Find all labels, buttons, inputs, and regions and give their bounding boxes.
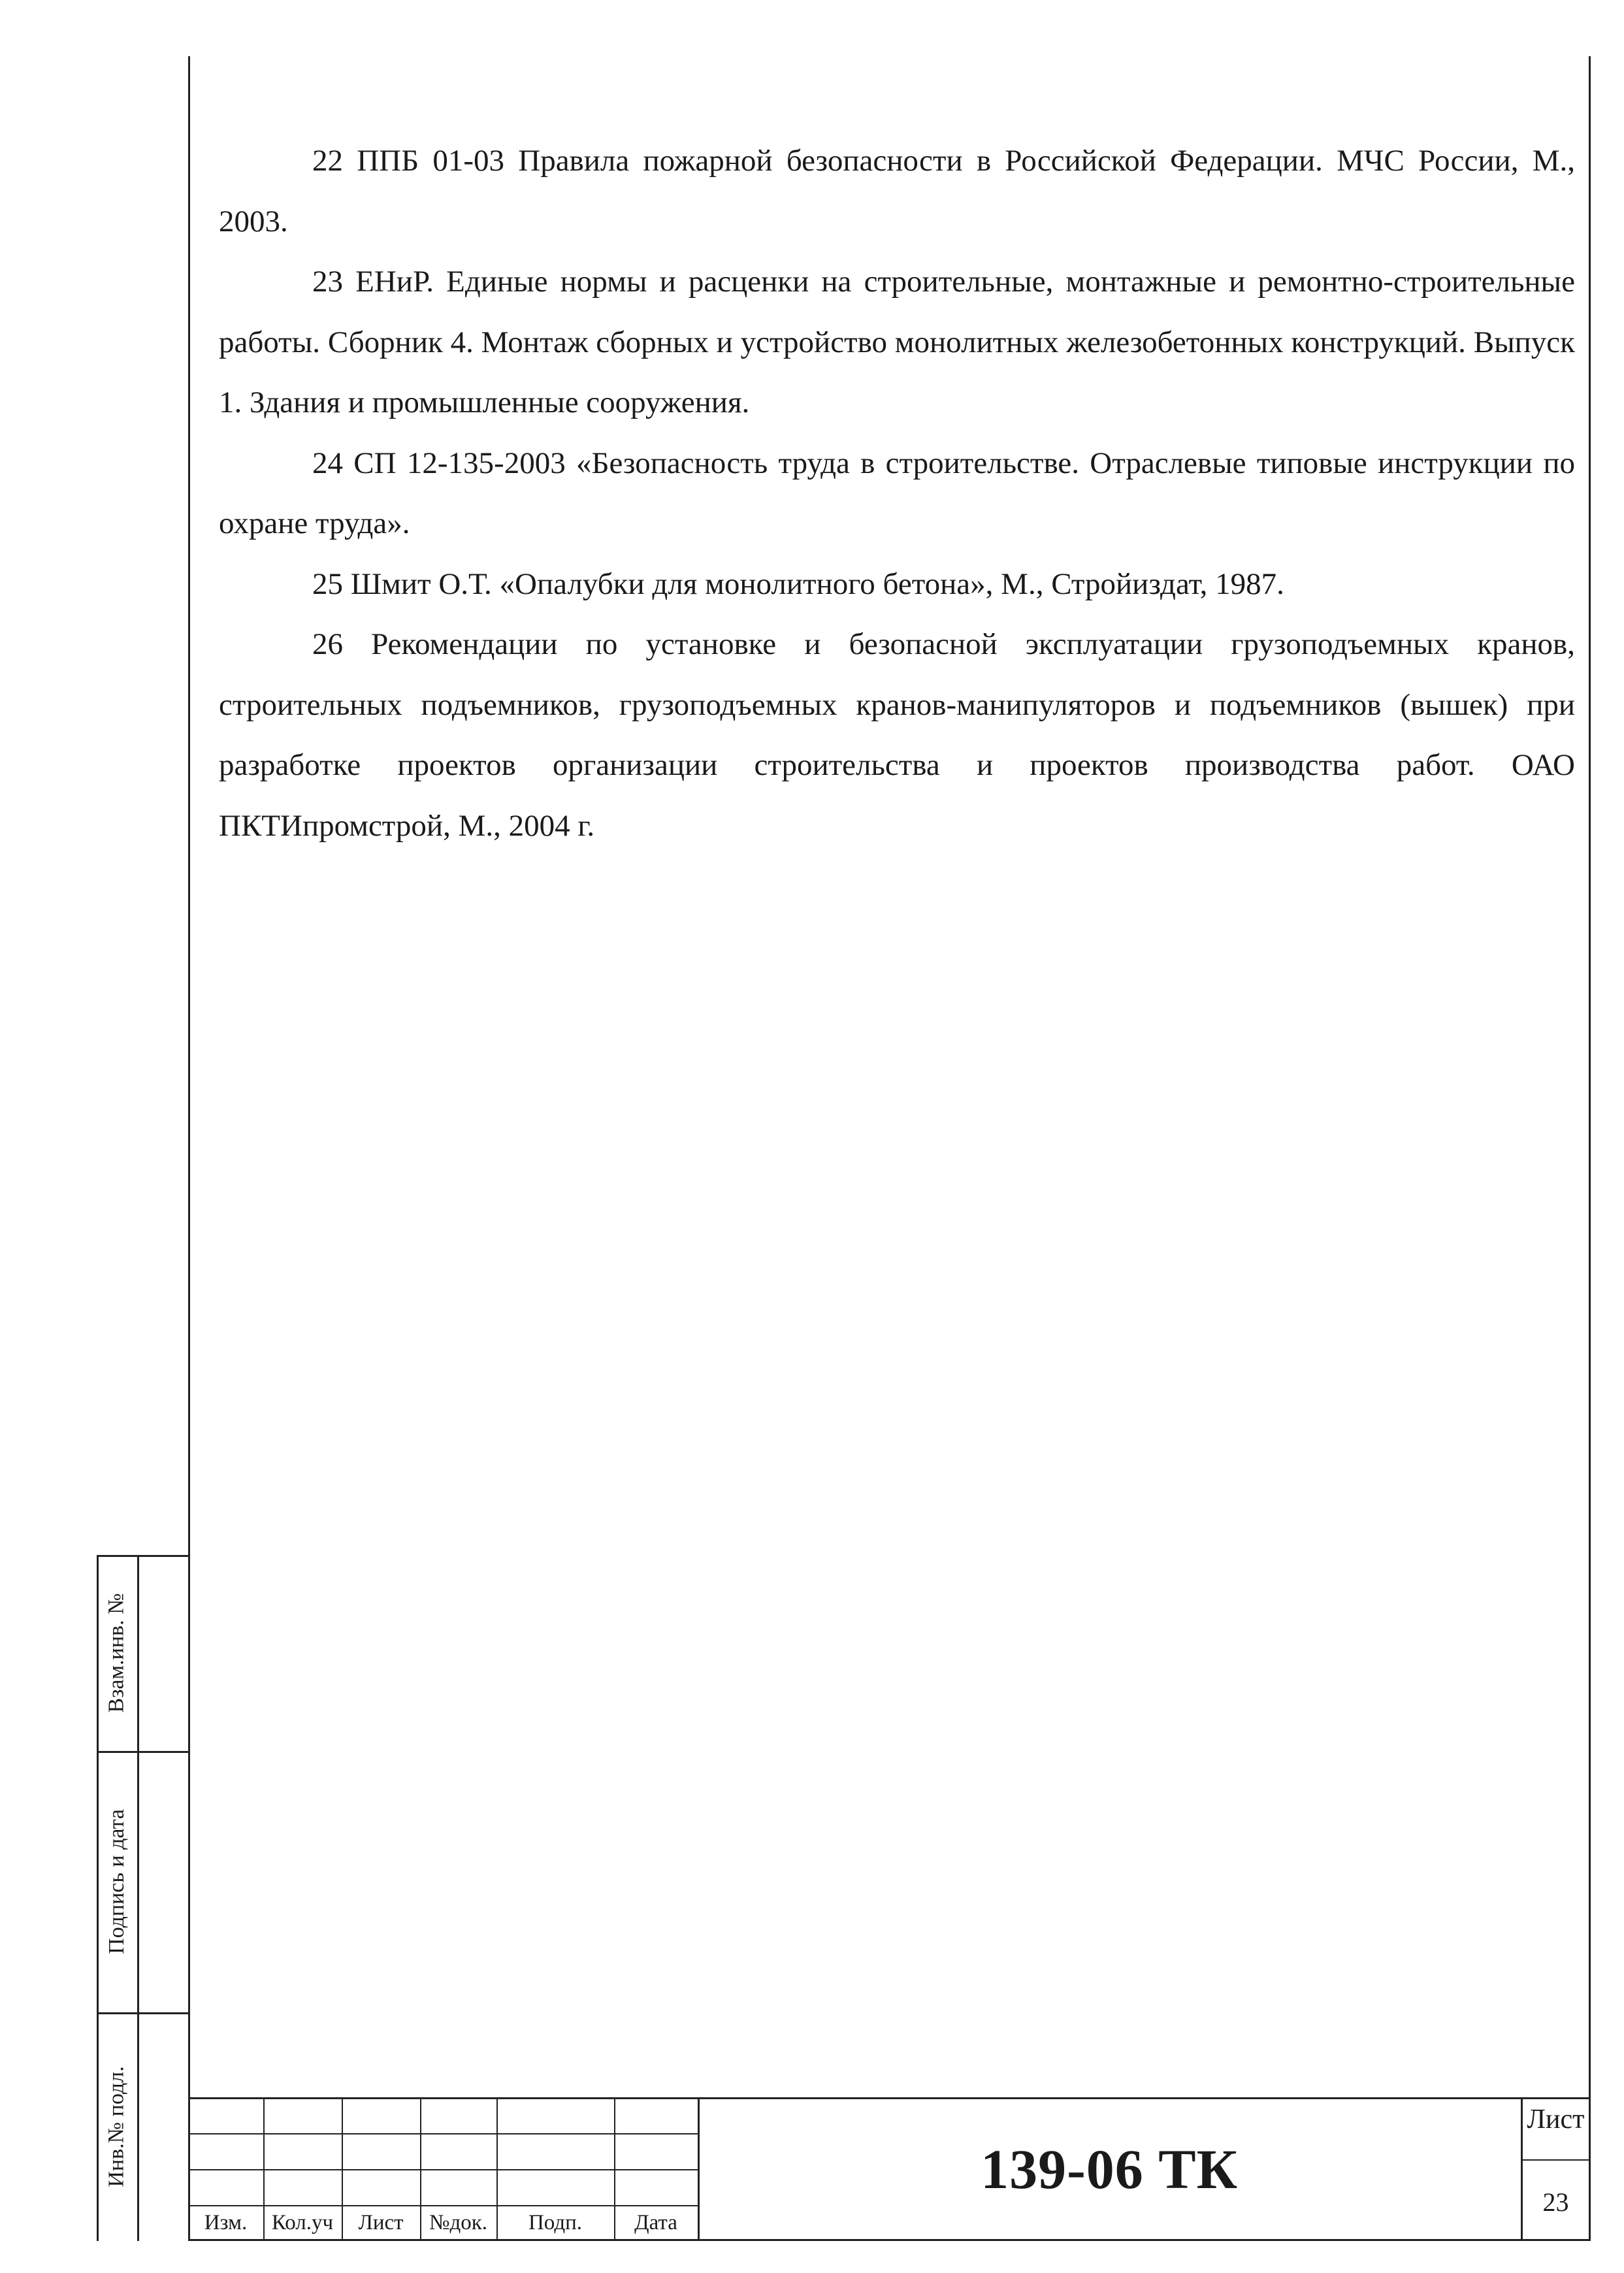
frame-right-border: [1589, 56, 1591, 2241]
frame-left-border: [188, 56, 190, 2241]
title-block-row-line: [188, 2169, 698, 2170]
col-sheet-label: Лист: [358, 2211, 404, 2234]
sheet-label: Лист: [1527, 2104, 1585, 2134]
reference-item: 26 Рекомендации по установке и безопасной эксплуатации грузоподъемных кранов, строительных подъемников, грузоподъемных кранов-манипуляторов и подъемников (вышек) при разработке проектов организации строительства и проектов производства работ. ОАО ПКТИпромстрой, М., 2004 г.: [219, 627, 1575, 843]
side-stamp-inner-line: [137, 1555, 139, 2241]
reference-item: 25 Шмит О.Т. «Опалубки для монолитного бетона», М., Стройиздат, 1987.: [312, 566, 1284, 601]
sheet-cell-divider: [1521, 2159, 1591, 2161]
col-sign-label: Подп.: [528, 2211, 583, 2234]
title-block-row-line: [188, 2133, 698, 2134]
col-doc-label: №док.: [429, 2211, 488, 2234]
reference-item: 24 СП 12-135-2003 «Безопасность труда в строительстве. Отраслевые типовые инструкции по охране труда».: [219, 446, 1575, 540]
col-qty-label: Кол.уч: [271, 2211, 334, 2234]
title-block: [188, 2097, 1591, 2241]
inv-original-label-cell: [97, 2012, 137, 2241]
sign-date-label-cell: [97, 1751, 137, 2012]
col-change-label: Изм.: [204, 2211, 248, 2234]
references-list: [219, 131, 1575, 856]
inv-replace-label: Взам.инв. №: [105, 1593, 129, 1713]
side-stamp: [97, 1555, 188, 2241]
document-code: 139-06 ТК: [981, 2138, 1238, 2200]
sheet-number: 23: [1542, 2187, 1569, 2217]
title-block-row-line: [188, 2205, 698, 2206]
inv-original-label: Инв.№ подл.: [105, 2066, 129, 2187]
col-date-label: Дата: [634, 2211, 677, 2234]
reference-item: 22 ППБ 01-03 Правила пожарной безопасности в Российской Федерации. МЧС России, М., 2003.: [219, 144, 1575, 238]
inv-replace-label-cell: [97, 1555, 137, 1751]
sign-date-label: Подпись и дата: [105, 1809, 129, 1954]
reference-item: 23 ЕНиР. Единые нормы и расценки на строительные, монтажные и ремонтно-строительные работы. Сборник 4. Монтаж сборных и устройство монолитных железобетонных конструкций. Выпуск 1. Здания и промышленные сооружения.: [219, 265, 1575, 419]
